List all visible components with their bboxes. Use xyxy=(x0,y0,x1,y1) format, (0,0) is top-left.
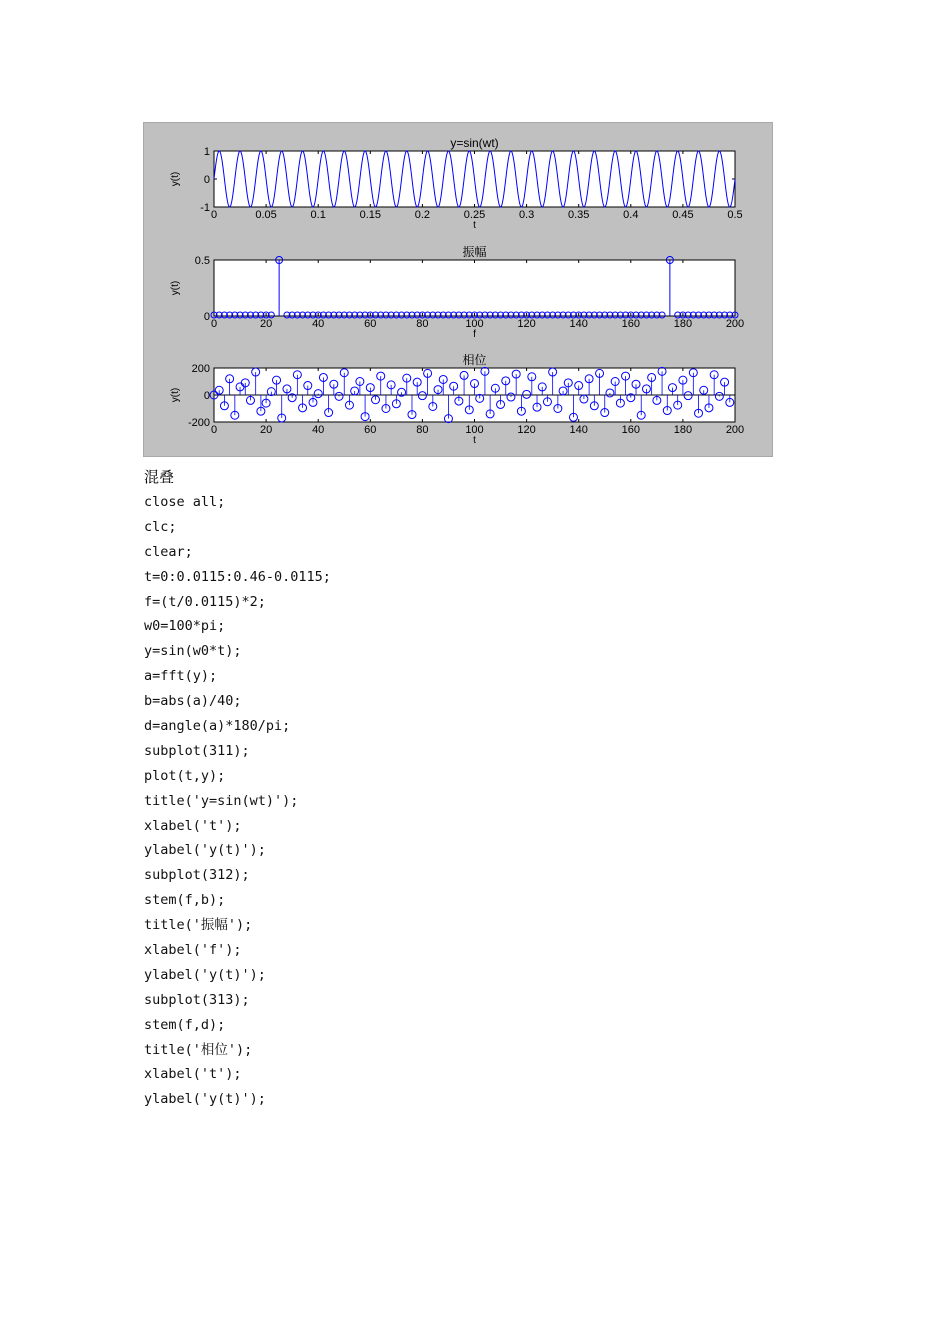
x-tick-label: 180 xyxy=(673,318,693,330)
x-tick-label: 120 xyxy=(517,424,536,436)
y-tick-label: 0 xyxy=(203,390,210,402)
code-line: d=angle(a)*180/pi; xyxy=(144,718,291,735)
code-line: stem(f,b); xyxy=(144,892,226,909)
code-line: ylabel('y(t)'); xyxy=(144,966,266,983)
x-tick-label: 0.3 xyxy=(518,209,535,221)
code-line: title('y=sin(wt)'); xyxy=(144,792,299,809)
x-tick-label: 0.2 xyxy=(414,209,431,221)
x-tick-label: 0.35 xyxy=(567,209,590,221)
y-tick-label: 200 xyxy=(191,363,210,375)
y-tick-label: 1 xyxy=(203,146,210,158)
code-line: ylabel('y(t)'); xyxy=(144,842,266,859)
x-tick-label: 0.25 xyxy=(463,209,486,221)
code-line: xlabel('t'); xyxy=(144,1066,242,1083)
code-line: close all; xyxy=(144,494,226,510)
x-tick-label: 100 xyxy=(465,424,484,436)
code-line: subplot(311); xyxy=(144,742,250,759)
x-tick-label: 40 xyxy=(312,424,325,436)
section-heading: 混叠 xyxy=(144,468,175,486)
code-line: a=fft(y); xyxy=(144,668,218,685)
code-line: stem(f,d); xyxy=(144,1016,226,1033)
x-tick-label: 160 xyxy=(621,318,640,330)
code-line: subplot(313); xyxy=(144,991,250,1008)
x-tick-label: 20 xyxy=(259,424,273,436)
chart-title: 振幅 xyxy=(462,245,487,259)
code-line: title('振幅'); xyxy=(144,917,253,934)
subplot-figure-svg xyxy=(144,123,772,456)
x-tick-label: 100 xyxy=(465,318,484,330)
x-tick-label: 200 xyxy=(725,424,745,436)
x-axis-label: f xyxy=(473,329,476,340)
y-tick-label: 0.5 xyxy=(194,255,210,267)
y-axis-label: y(t) xyxy=(170,280,181,296)
x-tick-label: 180 xyxy=(673,424,693,436)
code-line: title('相位'); xyxy=(144,1041,253,1058)
code-line: y=sin(w0*t); xyxy=(144,643,242,660)
x-tick-label: 60 xyxy=(364,318,377,330)
x-tick-label: 0.1 xyxy=(310,209,326,221)
y-tick-label: 0 xyxy=(203,174,210,186)
matlab-figure xyxy=(143,122,773,457)
y-tick-label: -1 xyxy=(200,202,210,214)
code-line: xlabel('f'); xyxy=(144,942,242,959)
x-tick-label: 0.05 xyxy=(255,209,277,221)
x-tick-label: 0.4 xyxy=(623,209,639,221)
chart-title: y=sin(wt) xyxy=(450,136,499,150)
x-axis-label: t xyxy=(473,435,476,446)
code-line: plot(t,y); xyxy=(144,767,226,784)
y-tick-label: 0 xyxy=(203,311,210,323)
x-tick-label: 80 xyxy=(416,318,429,330)
y-axis-label: y(t) xyxy=(170,387,181,403)
x-tick-label: 120 xyxy=(517,318,536,330)
plot-area xyxy=(214,260,735,316)
code-line: clc; xyxy=(144,518,177,535)
x-tick-label: 80 xyxy=(416,424,429,436)
code-line: clear; xyxy=(144,543,193,560)
x-tick-label: 0.45 xyxy=(672,209,694,221)
x-tick-label: 0.5 xyxy=(727,209,743,221)
x-tick-label: 160 xyxy=(621,424,640,436)
chart-title: 相位 xyxy=(462,353,487,367)
code-line: subplot(312); xyxy=(144,867,250,884)
x-tick-label: 140 xyxy=(569,424,588,436)
x-tick-label: 0 xyxy=(210,209,218,221)
x-tick-label: 140 xyxy=(569,318,588,330)
code-listing xyxy=(144,490,331,1112)
code-line: w0=100*pi; xyxy=(144,618,226,635)
code-line: b=abs(a)/40; xyxy=(144,693,242,710)
x-axis-label: t xyxy=(473,220,476,231)
code-line: t=0:0.0115:0.46-0.0115; xyxy=(144,568,331,585)
x-tick-label: 40 xyxy=(312,318,325,330)
x-tick-label: 0 xyxy=(210,424,218,436)
code-line: f=(t/0.0115)*2; xyxy=(144,593,266,610)
y-tick-label: -200 xyxy=(187,417,210,429)
code-line: xlabel('t'); xyxy=(144,817,242,834)
x-tick-label: 60 xyxy=(364,424,377,436)
y-axis-label: y(t) xyxy=(170,171,181,187)
x-tick-label: 0.15 xyxy=(359,209,382,221)
x-tick-label: 0 xyxy=(210,318,218,330)
code-line: ylabel('y(t)'); xyxy=(144,1091,266,1108)
x-tick-label: 200 xyxy=(725,318,745,330)
x-tick-label: 20 xyxy=(259,318,273,330)
